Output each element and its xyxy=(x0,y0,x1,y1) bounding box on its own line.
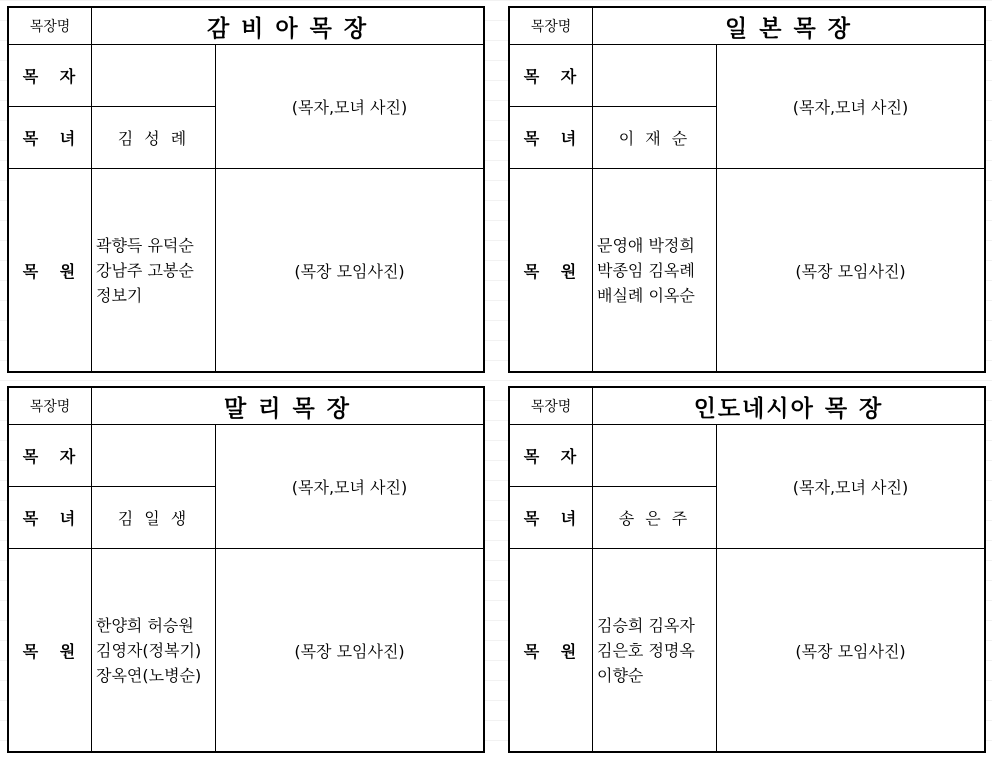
member-line: 김승희 김옥자 xyxy=(597,615,695,635)
couple-photo-placeholder: (목자,모녀 사진) xyxy=(792,478,909,497)
shepherd-label: 목 자 xyxy=(22,67,84,86)
shepherd-name xyxy=(92,425,215,486)
members-label: 목 원 xyxy=(523,261,585,281)
member-line: 박종임 김옥례 xyxy=(597,260,695,280)
group-photo-placeholder: (목장 모임사진) xyxy=(294,261,405,281)
members-list xyxy=(593,549,716,751)
member-line: 김은호 정명옥 xyxy=(597,640,695,660)
shepherd-label: 목 자 xyxy=(22,447,84,466)
team-name-label: 목장명 xyxy=(29,19,71,35)
team-title: 감 비 아 목 장 xyxy=(206,15,369,42)
shepherdess-label: 목 녀 xyxy=(523,509,585,528)
team-card-japan xyxy=(508,6,986,373)
shepherd-label: 목 자 xyxy=(523,447,585,466)
shepherdess-label: 목 녀 xyxy=(22,509,84,528)
group-photo-placeholder: (목장 모임사진) xyxy=(294,641,405,661)
shepherdess-name: 김 성 례 xyxy=(117,129,190,148)
team-title: 인도네시아 목 장 xyxy=(693,395,884,422)
member-line: 김영자(정복기) xyxy=(96,640,202,660)
team-name-label: 목장명 xyxy=(530,19,572,35)
shepherd-name xyxy=(593,425,716,486)
shepherd-label: 목 자 xyxy=(523,67,585,86)
couple-photo-placeholder: (목자,모녀 사진) xyxy=(291,478,408,497)
group-photo-placeholder: (목장 모임사진) xyxy=(795,641,906,661)
members-list xyxy=(92,169,215,371)
team-name-label: 목장명 xyxy=(530,399,572,415)
shepherdess-label: 목 녀 xyxy=(523,129,585,148)
team-card-indonesia xyxy=(508,386,986,753)
shepherd-name xyxy=(92,45,215,106)
member-line: 배실례 이옥순 xyxy=(597,285,695,305)
member-line: 문영애 박정희 xyxy=(597,235,695,255)
shepherdess-label: 목 녀 xyxy=(22,129,84,148)
team-title: 말 리 목 장 xyxy=(224,395,351,422)
members-list xyxy=(92,549,215,751)
members-label: 목 원 xyxy=(22,261,84,281)
members-label: 목 원 xyxy=(523,641,585,661)
member-line: 이향순 xyxy=(597,665,644,685)
member-line: 정보기 xyxy=(96,285,143,305)
couple-photo-placeholder: (목자,모녀 사진) xyxy=(792,98,909,117)
member-line: 한양희 허승원 xyxy=(96,615,194,635)
couple-photo-placeholder: (목자,모녀 사진) xyxy=(291,98,408,117)
team-card-gambia xyxy=(7,6,485,373)
members-list xyxy=(593,169,716,371)
team-title: 일 본 목 장 xyxy=(725,15,852,42)
shepherdess-name: 이 재 순 xyxy=(618,129,691,148)
member-line: 곽향득 유덕순 xyxy=(96,235,194,255)
member-line: 강남주 고봉순 xyxy=(96,260,194,280)
team-name-label: 목장명 xyxy=(29,399,71,415)
shepherdess-name: 송 은 주 xyxy=(618,509,691,528)
member-line: 장옥연(노병순) xyxy=(96,665,202,685)
members-label: 목 원 xyxy=(22,641,84,661)
shepherd-name xyxy=(593,45,716,106)
shepherdess-name: 김 일 생 xyxy=(117,509,190,528)
team-card-mali xyxy=(7,386,485,753)
group-photo-placeholder: (목장 모임사진) xyxy=(795,261,906,281)
